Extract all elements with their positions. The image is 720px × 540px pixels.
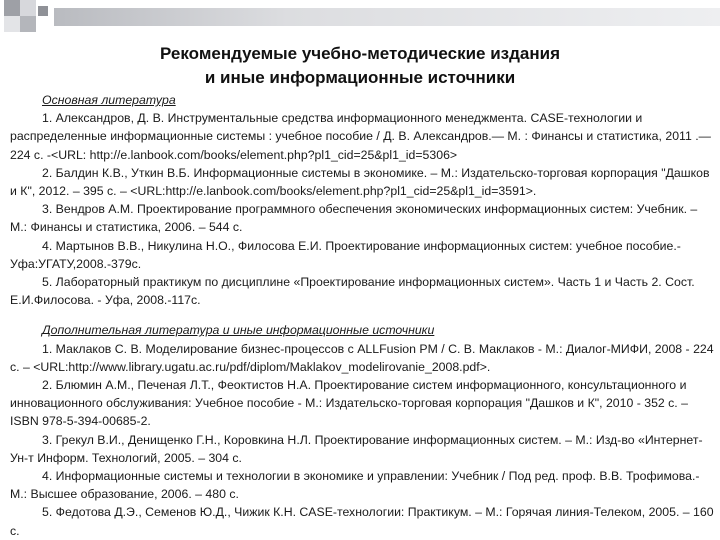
- additional-literature-heading: Дополнительная литература и иные информационные источники: [42, 323, 435, 338]
- header-decoration: [0, 0, 720, 40]
- title-line-2: и иные информационные источники: [204, 68, 516, 87]
- literature-content: [10, 91, 716, 540]
- main-literature-item: 2. Балдин К.В., Уткин В.Б. Информационные системы в экономике. – М.: Издательско-торговая корпорация "Дашков и К", 2012. – 395 с. – <URL:http://e.lanbook.com/books/element.php?pl1_cid=25&pl1_id=3591>.: [10, 165, 710, 199]
- decor-square: [4, 0, 20, 16]
- additional-literature-item: 5. Федотова Д.Э., Семенов Ю.Д., Чижик К.Н. CASE-технологии: Практикум. – М.: Горячая линия-Телеком, 2005. – 160 с.: [10, 505, 714, 538]
- decor-square: [38, 6, 48, 16]
- additional-literature-item: 4. Информационные системы и технологии в экономике и управлении: Учебник / Под ред. проф. В.В. Трофимова.- М.: Высшее образование, 2006. – 480 с.: [10, 469, 700, 502]
- additional-literature-item: 1. Маклаков С. В. Моделирование бизнес-процессов с ALLFusion PM / С. В. Маклаков - М.: Диалог-МИФИ, 2008 - 224 с. – <URL:http://www.library.ugatu.ac.ru/pdf/diplom/Maklakov_modelirovanie_2008.pdf>.: [10, 341, 714, 374]
- main-literature-item: 1. Александров, Д. В. Инструментальные средства информационного менеджмента. CASE-технологии и распределенные информационные системы : учебное пособие / Д. В. Александров.— М. : Финансы и статистика, 2011 .— 224 с. -<URL: http://e.lanbook.com/books/element.php?pl1_cid=25&pl1_id=5306>: [10, 111, 711, 162]
- decor-square: [4, 16, 20, 32]
- section-gap: [10, 309, 716, 321]
- main-literature-item: 3. Вендров А.М. Проектирование программного обеспечения экономических информационных систем: Учебник. – М.: Финансы и статистика, 2006. – 544 с.: [10, 202, 698, 235]
- decor-square: [20, 16, 36, 32]
- decor-bar: [54, 8, 720, 26]
- decor-square: [20, 0, 36, 16]
- main-literature-heading: Основная литература: [42, 93, 176, 107]
- additional-literature-item: 2. Блюмин А.М., Печеная Л.Т., Феоктистов Н.А. Проектирование систем информационного, консультационного и инновационного обслуживания: Учебное пособие - М.: Издательско-торговая корпорация "Дашков и К", 2010 - 352 с. –ISBN 978-5-394-00685-2.: [10, 378, 688, 429]
- main-literature-item: 4. Мартынов В.В., Никулина Н.О., Филосова Е.И. Проектирование информационных систем: учебное пособие.- Уфа:УГАТУ,2008.-379с.: [10, 238, 681, 271]
- additional-literature-item: 3. Грекул В.И., Денищенко Г.Н., Коровкина Н.Л. Проектирование информационных систем. – М.: Изд-во «Интернет-Ун-т Информ. Технологий, 2005. – 304 с.: [10, 432, 703, 465]
- title-line-1: Рекомендуемые учебно-методические издания: [160, 44, 560, 63]
- main-literature-item: 5. Лабораторный практикум по дисциплине «Проектирование информационных систем». Часть 1 и Часть 2. Сост. Е.И.Филосова. - Уфа, 2008.-117с.: [10, 275, 695, 308]
- page-title: [0, 42, 720, 90]
